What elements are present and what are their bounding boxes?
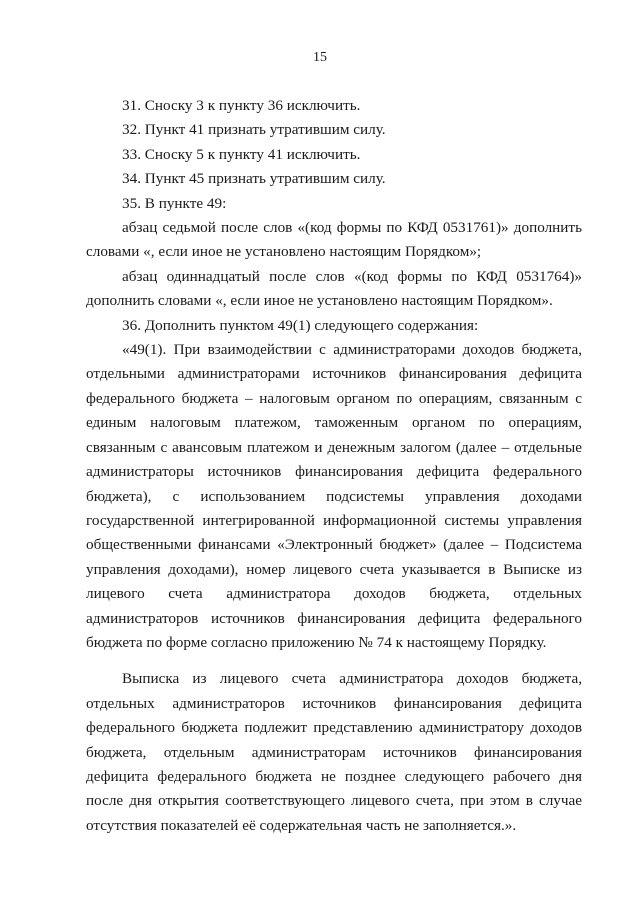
item-35-paragraph-7: абзац седьмой после слов «(код формы по КФД 0531761)» дополнить словами «, если иное не установлено настоящим Порядком»;	[86, 219, 582, 261]
page-number: 15	[313, 50, 327, 65]
item-36: 36. Дополнить пунктом 49(1) следующего содержания:	[122, 316, 479, 334]
item-31: 31. Сноску 3 к пункту 36 исключить.	[122, 97, 361, 114]
item-34: 34. Пункт 45 признать утратившим силу.	[122, 170, 386, 188]
document-body	[86, 94, 582, 838]
item-49-1-statement: Выписка из лицевого счета администратора доходов бюджета, отдельных администраторов источников финансирования дефицита федерального бюджета подлежит представлению администратору доходов бюджета, отдельным администраторам источников финансирования дефицита федерального бюджета не позднее следующего рабочего дня после дня открытия соответствующего лицевого счета, при этом в случае отсутствия показателей её содержательная часть не заполняется.».	[86, 670, 582, 834]
item-35: 35. В пункте 49:	[122, 194, 227, 212]
item-33: 33. Сноску 5 к пункту 41 исключить.	[122, 145, 361, 163]
item-32: 32. Пункт 41 признать утратившим силу.	[122, 121, 386, 139]
item-49-1-text: «49(1). При взаимодействии с администраторами доходов бюджета, отдельными администраторами источников финансирования дефицита федерального бюджета – налоговым органом по операциям, связанным с единым налоговым платежом, таможенным органом по операциям, связанным с авансовым платежом и денежным залогом (далее – отдельные администраторы источников финансирования дефицита федерального бюджета), с использованием подсистемы управления доходами государственной интегрированной информационной системы управления общественными финансами «Электронный бюджет» (далее – Подсистема управления доходами), номер лицевого счета указывается в Выписке из лицевого счета администратора доходов бюджета, отдельных администраторов источников финансирования дефицита федерального бюджета по форме согласно приложению № 74 к настоящему Порядку.	[86, 341, 582, 651]
item-35-paragraph-11: абзац одиннадцатый после слов «(код формы по КФД 0531764)» дополнить словами «, если иное не установлено настоящим Порядком».	[86, 267, 582, 310]
